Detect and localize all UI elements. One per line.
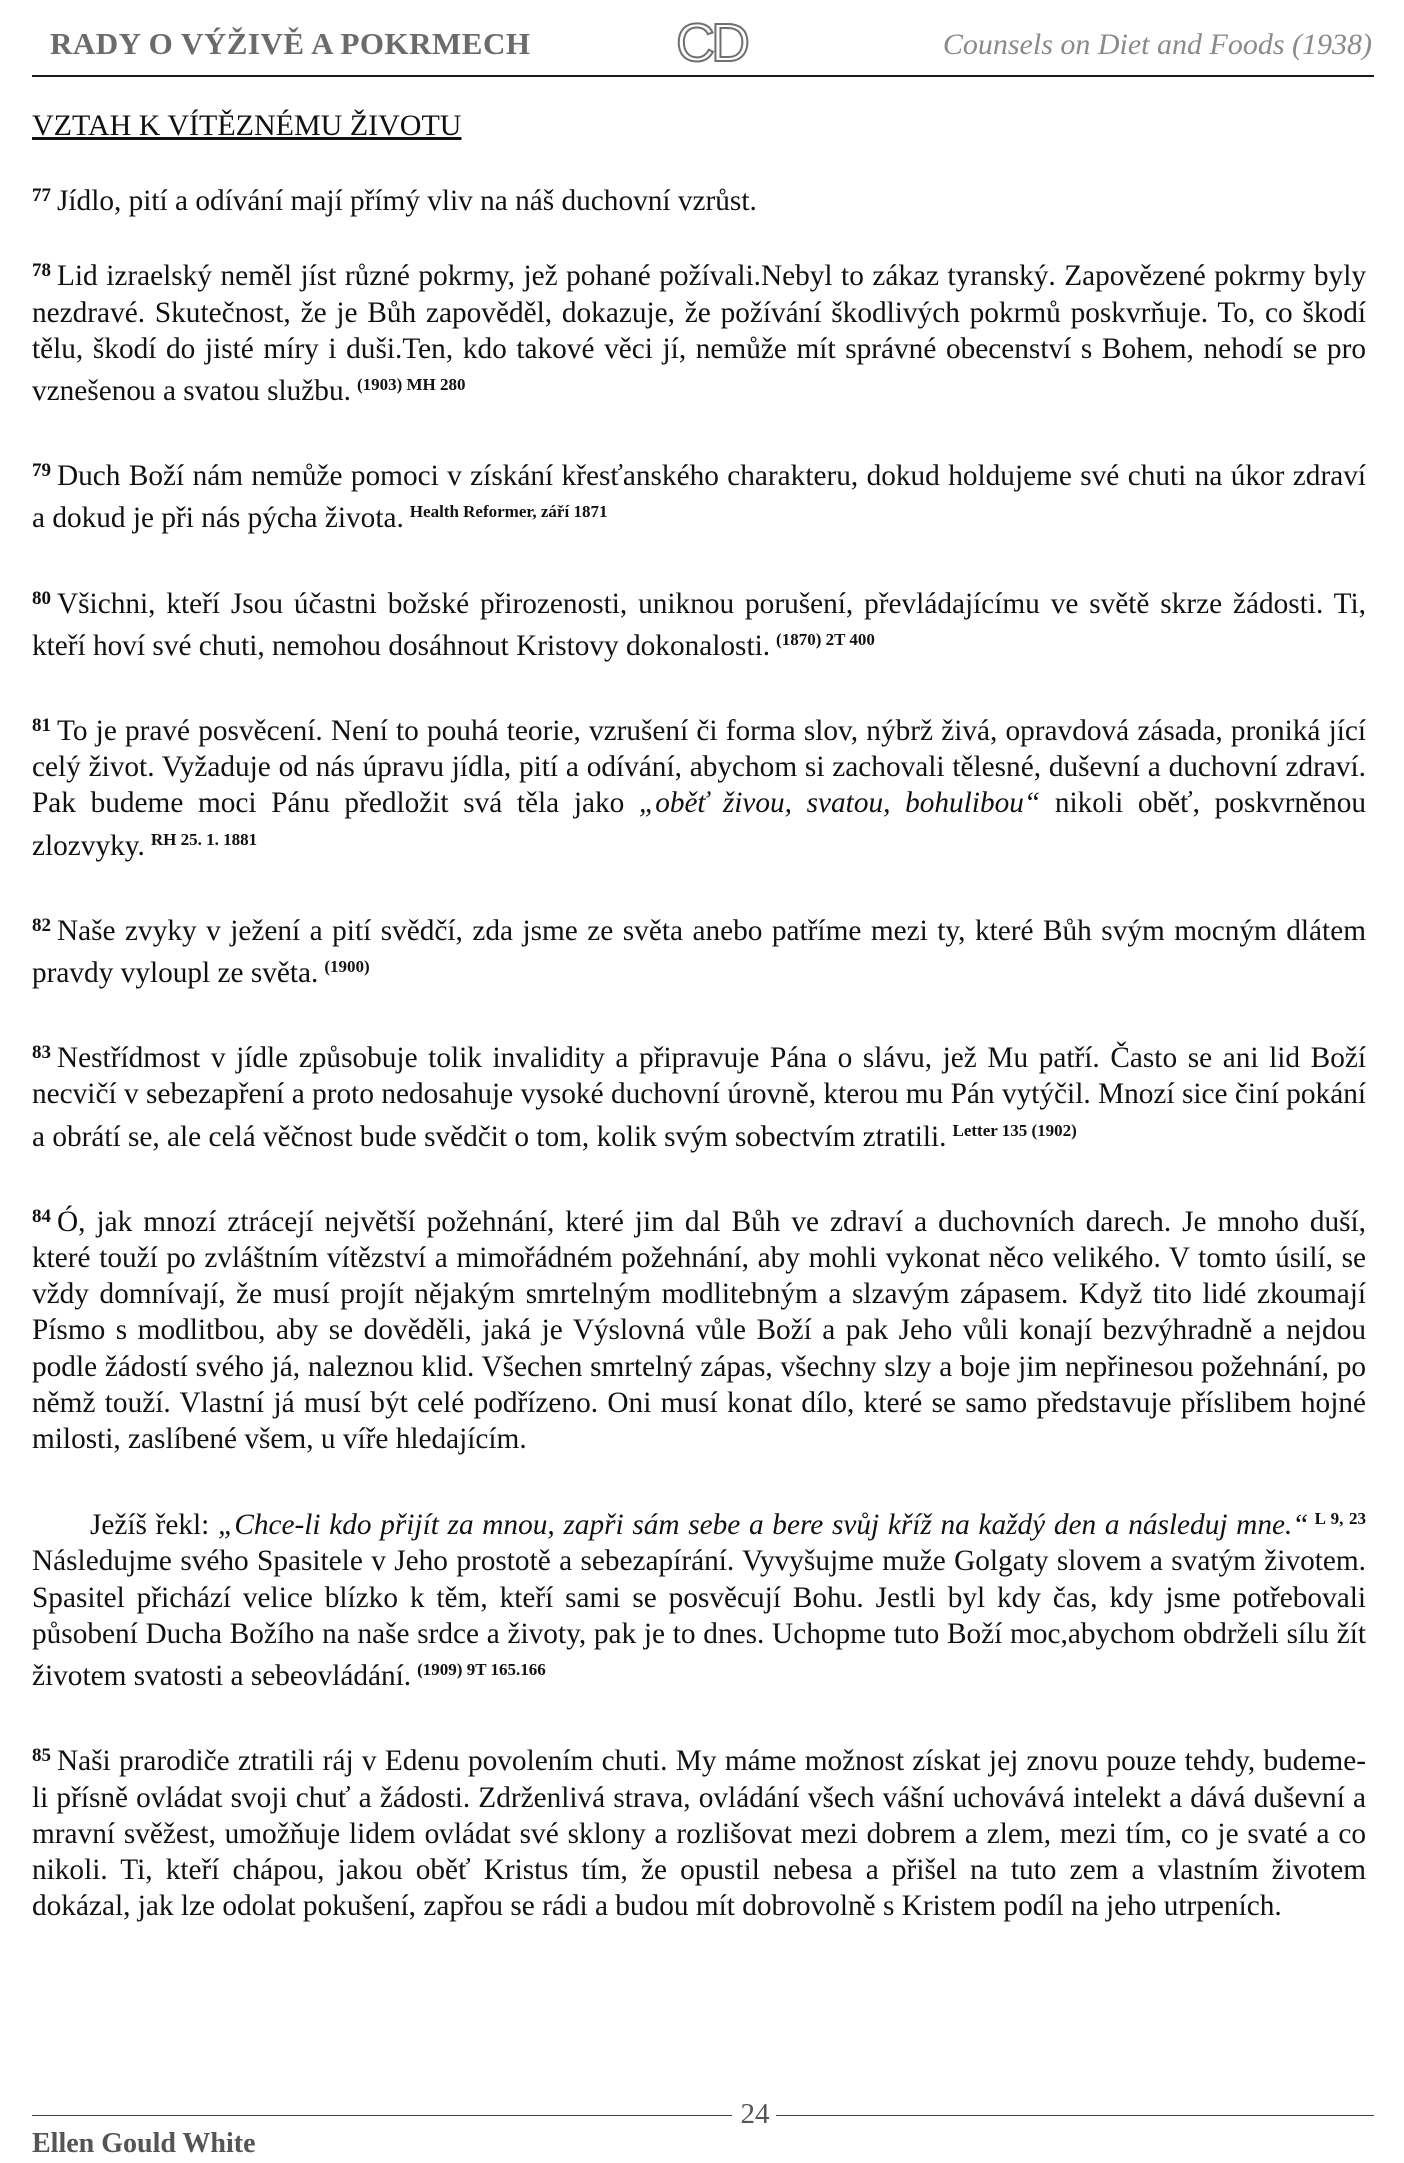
paragraph-lead: Ježíš řekl: <box>90 1509 210 1542</box>
paragraph-text: Následujme svého Spasitele v Jeho prostotě a sebezapírání. Vyvyšujme muže Golgaty slovem a svatým životem. Spasitel přichází velice blízko k těm, kteří sami se posvěcují Bohu. Jestli byl kdy čas, kdy jsme potřebovali působení Ducha Božího na naše srdce a životy, pak je to dnes. Uchopme tuto Boží moc,abychom obdrželi sílu žít životem svatosti a sebeovládání. <box>32 1545 1366 1693</box>
paragraph-number: 79 <box>32 460 51 482</box>
paragraph-77 <box>32 178 1366 219</box>
quote-reference: L 9, 23 <box>1314 1509 1366 1529</box>
paragraph-text: Duch Boží nám nemůže pomoci v získání křesťanského charakteru, dokud holdujeme své chuti na úkor zdraví a dokud je při nás pýcha života. <box>32 460 1366 535</box>
paragraph-number: 84 <box>32 1205 51 1227</box>
paragraph-number: 85 <box>32 1745 51 1767</box>
paragraph-text: Naši prarodiče ztratili ráj v Edenu povolením chuti. My máme možnost získat jej znovu pouze tehdy, budeme-li přísně ovládat svoji chuť a žádosti. Zdrženlivá strava, ovládání všech vášní uchovává intelekt a dává duševní a mravní svěžest, umožňuje lidem ovládat své sklony a rozlišovat mezi dobrem a zlem, mezi tím, co je svaté a co nikoli. Ti, kteří chápou, jakou oběť Kristus tím, že opustil nebesa a přišel na tuto zem a vlastním životem dokázal, jak lze odolat pokušení, zapřou se rádi a budou mít dobrovolně s Kristem podíl na jeho utrpeních. <box>32 1745 1366 1923</box>
paragraph-text: Ó, jak mnozí ztrácejí největší požehnání, které jim dal Bůh ve zdraví a duchovních darech. Je mnoho duší, které touží po zvláštním vítězství a mimořádném požehnání, aby mohli vykonat něco velikého. V tomto úsilí, se vždy domnívají, že musí projít nějakým smrtelným modlitebným a slzavým zápasem. Když tito lidé zkoumají Písmo s modlitbou, aby se dověděli, jaká je Výslovná vůle Boží a pak Jeho vůli konají bezvýhradně a nejdou podle žádostí svého já, naleznou klid. Všechen smrtelný zápas, všechny slzy a boje jim nepřinesou požehnání, po němž touží. Vlastní já musí být celé podřízeno. Oni musí konat dílo, které se samo představuje příslibem hojné milosti, zaslíbené všem, u víře hledajícím. <box>32 1205 1366 1456</box>
paragraph-number: 83 <box>32 1042 51 1064</box>
paragraph-78 <box>32 253 1366 409</box>
paragraph-number: 80 <box>32 587 51 609</box>
footer-divider-left <box>32 2115 732 2116</box>
paragraph-number: 78 <box>32 260 51 282</box>
paragraph-text: Nestřídmost v jídle způsobuje tolik invalidity a připravuje Pána o slávu, jež Mu patří. Často se ani lid Boží necvičí v sebezapření a proto nedosahuje vysoké duchovní úrovně, kterou mu Pán vytýčil. Mnozí sice činí pokání a obrátí se, ale celá věčnost bude svědčit o tom, kolik svým sobectvím ztratili. <box>32 1042 1366 1153</box>
page-number: 24 <box>740 2098 770 2130</box>
paragraph-quote: „oběť živou, svatou, bohulibou“ <box>638 787 1041 820</box>
header-divider <box>32 75 1374 77</box>
paragraph-number: 81 <box>32 715 51 737</box>
paragraph-84 <box>32 1199 1366 1457</box>
source-reference: Letter 135 (1902) <box>952 1120 1077 1140</box>
page-header <box>32 13 1372 76</box>
paragraph-79 <box>32 453 1366 536</box>
header-logo: CD <box>676 13 746 73</box>
source-reference: (1903) MH 280 <box>356 375 466 395</box>
paragraph-quote: „Chce-li kdo přijít za mnou, zapři sám sebe a bere svůj kříž na každý den a následuj mne.“ <box>218 1509 1309 1542</box>
paragraph-text: Naše zvyky v ježení a pití svědčí, zda jsme ze světa anebo patříme mezi ty, které Bůh svým mocným dlátem pravdy vyloupl ze světa. <box>32 914 1366 990</box>
paragraph-85 <box>32 1738 1366 1924</box>
paragraph-text: Lid izraelský neměl jíst různé pokrmy, jež pohané požívali.Nebyl to zákaz tyranský. Zapovězené pokrmy byly nezdravé. Skutečnost, že je Bůh zapověděl, dokazuje, že požívání škodlivých pokrmů poskvrňuje. To, co škodí tělu, škodí do jisté míry i duši.Ten, kdo takové věci jí, nemůže mít správné obecenství s Bohem, nehodí se pro vznešenou a svatou službu. <box>32 260 1366 408</box>
paragraph-83 <box>32 1035 1366 1155</box>
paragraph-text: Všichni, kteří Jsou účastni božské přirozenosti, uniknou porušení, převládajícímu ve světě skrze žádosti. Ti, kteří hoví své chuti, nemohou dosáhnout Kristovy dokonalosti. <box>32 587 1366 662</box>
paragraph-number: 77 <box>32 185 51 207</box>
paragraph-text-continued: nikoli oběť, poskvrněnou zlozvyky. <box>32 787 1366 862</box>
source-reference: (1909) 9T 165.166 <box>417 1660 546 1680</box>
source-reference: Health Reformer, září 1871 <box>409 502 608 522</box>
source-reference: RH 25. 1. 1881 <box>150 829 258 849</box>
footer-author: Ellen Gould White <box>32 2128 256 2159</box>
paragraph-80 <box>32 581 1366 664</box>
paragraph-number: 82 <box>32 914 51 936</box>
paragraph-81 <box>32 708 1366 864</box>
header-english-title: Counsels on Diet and Foods (1938) <box>942 28 1372 61</box>
document-body <box>32 108 1366 1968</box>
paragraph-82 <box>32 908 1366 991</box>
source-reference: (1870) 2T 400 <box>776 629 875 649</box>
footer-divider-right <box>776 2115 1374 2116</box>
header-book-title: RADY O VÝŽIVĚ A POKRMECH <box>50 26 531 61</box>
paragraph-text: Jídlo, pití a odívání mají přímý vliv na náš duchovní vzrůst. <box>57 185 757 218</box>
source-reference: (1900) <box>324 957 370 977</box>
paragraph-jesus-said <box>32 1501 1366 1694</box>
section-title: VZTAH K VÍTĚZNÉMU ŽIVOTU <box>32 109 462 142</box>
paragraph-text: To je pravé posvěcení. Není to pouhá teorie, vzrušení či forma slov, nýbrž živá, opravdová zásada, proniká jící celý život. Vyžaduje od nás úpravu jídla, pití a odívání, abychom si zachovali tělesné, duševní a duchovní zdraví. Pak budeme moci Pánu předložit svá těla jako <box>32 715 1366 820</box>
